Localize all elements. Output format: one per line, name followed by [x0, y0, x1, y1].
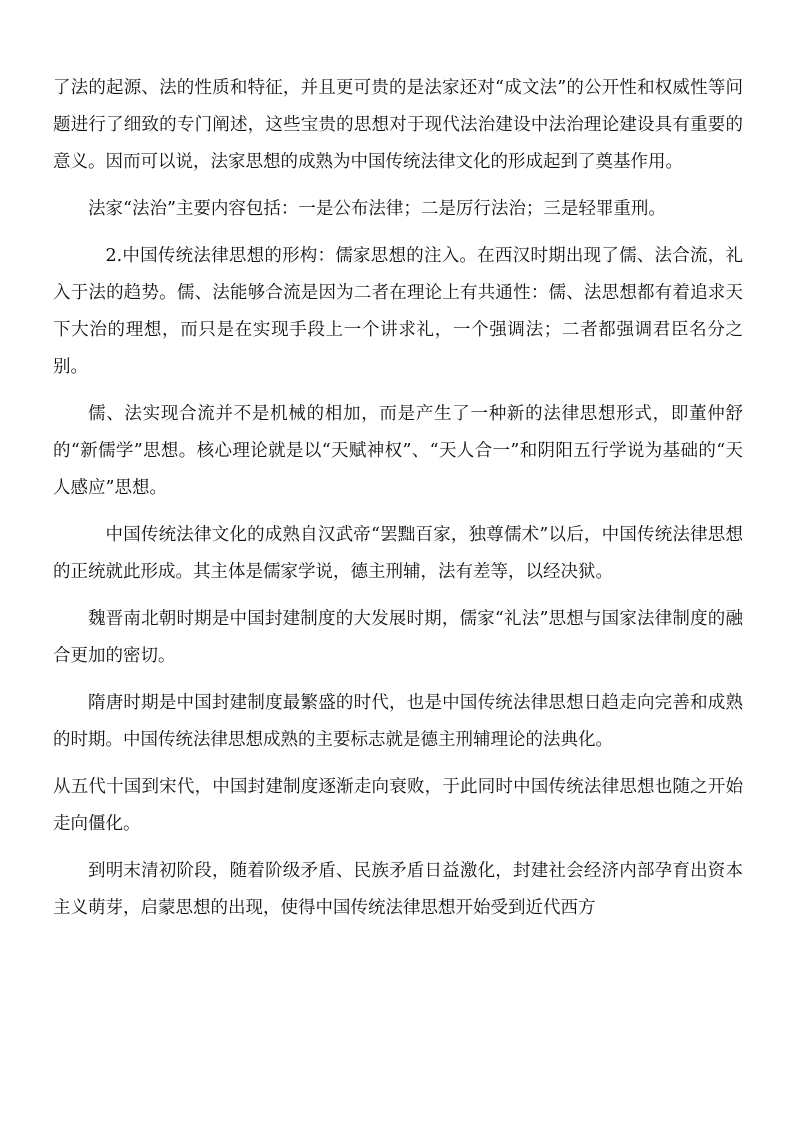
paragraph-legalist-rule-of-law: 法家“法治”主要内容包括：一是公布法律；二是厉行法治；三是轻罪重刑。	[88, 199, 666, 219]
paragraph-confucian-infusion: 2.中国传统法律思想的形构：儒家思想的注入。在西汉时期出现了儒、法合流，礼入于法的趋势。儒、法能够合流是因为二者在理论上有共通性：儒、法思想都有着追求天下大治的理想，而只是在实现手段上一个讲求礼，一个强调法；二者都强调君臣名分之别。	[53, 246, 743, 377]
paragraph-han-maturity: 中国传统法律文化的成熟自汉武帝“罢黜百家，独尊儒术”以后，中国传统法律思想的正统就此形成。其主体是儒家学说，德主刑辅，法有差等，以经决狱。	[53, 525, 743, 582]
paragraph-wei-jin: 魏晋南北朝时期是中国封建制度的大发展时期，儒家“礼法”思想与国家法律制度的融合更加的密切。	[53, 609, 743, 666]
paragraph-sui-tang: 隋唐时期是中国封建制度最繁盛的时代，也是中国传统法律思想日趋走向完善和成熟的时期。中国传统法律思想成熟的主要标志就是德主刑辅理论的法典化。	[53, 693, 743, 750]
paragraph-song-decline: 从五代十国到宋代，中国封建制度逐渐走向衰败，于此同时中国传统法律思想也随之开始走向僵化。	[53, 777, 743, 834]
document-body	[53, 70, 743, 937]
paragraph-new-confucianism: 儒、法实现合流并不是机械的相加，而是产生了一种新的法律思想形式，即董仲舒的“新儒学”思想。核心理论就是以“天赋神权”、“天人合一”和阴阳五行学说为基础的“天人感应”思想。	[53, 404, 743, 498]
paragraph-legalist-foundation: 了法的起源、法的性质和特征，并且更可贵的是法家还对“成文法”的公开性和权威性等问题进行了细致的专门阐述，这些宝贵的思想对于现代法治建设中法治理论建设具有重要的意义。因而可以说，法家思想的成熟为中国传统法律文化的形成起到了奠基作用。	[53, 78, 743, 172]
paragraph-ming-qing: 到明末清初阶段，随着阶级矛盾、民族矛盾日益激化，封建社会经济内部孕育出资本主义萌芽，启蒙思想的出现，使得中国传统法律思想开始受到近代西方	[53, 861, 743, 918]
